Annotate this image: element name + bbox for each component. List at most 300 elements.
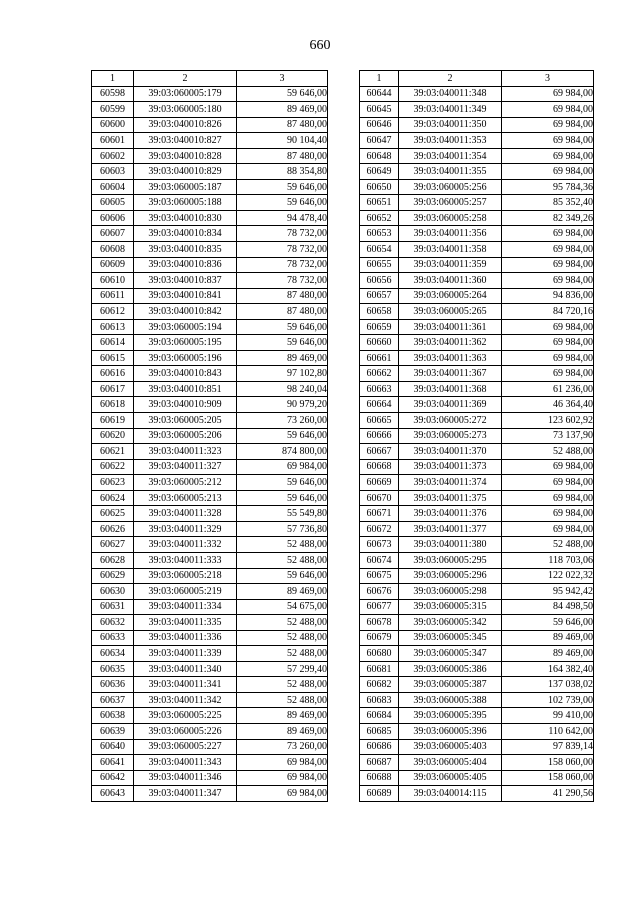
row-number-cell: 60651 [360, 195, 399, 211]
table-header-row [360, 71, 594, 87]
cadastral-number-cell: 39:03:060005:188 [134, 195, 237, 211]
table-row [360, 164, 594, 180]
row-number-cell: 60610 [92, 273, 134, 289]
table-row [92, 319, 328, 335]
page-number: 660 [309, 38, 331, 53]
value-cell: 59 646,00 [237, 568, 328, 584]
left-table [91, 70, 328, 802]
table-row [92, 646, 328, 662]
row-number-cell: 60608 [92, 242, 134, 258]
value-cell: 85 352,40 [502, 195, 594, 211]
cadastral-number-cell: 39:03:060005:273 [399, 428, 502, 444]
cadastral-number-cell: 39:03:040011:346 [134, 770, 237, 786]
row-number-cell: 60684 [360, 708, 399, 724]
row-number-cell: 60648 [360, 148, 399, 164]
value-cell: 89 469,00 [237, 584, 328, 600]
header-col-2: 2 [399, 71, 502, 87]
cadastral-number-cell: 39:03:040011:335 [134, 615, 237, 631]
row-number-cell: 60687 [360, 755, 399, 771]
table-row [92, 102, 328, 118]
table-row [360, 661, 594, 677]
row-number-cell: 60650 [360, 179, 399, 195]
row-number-cell: 60637 [92, 692, 134, 708]
row-number-cell: 60645 [360, 102, 399, 118]
table-row [360, 381, 594, 397]
row-number-cell: 60646 [360, 117, 399, 133]
table-row [92, 413, 328, 429]
row-number-cell: 60680 [360, 646, 399, 662]
cadastral-number-cell: 39:03:040011:342 [134, 692, 237, 708]
value-cell: 99 410,00 [502, 708, 594, 724]
cadastral-number-cell: 39:03:040011:327 [134, 459, 237, 475]
row-number-cell: 60667 [360, 444, 399, 460]
table-row [92, 133, 328, 149]
table-row [360, 413, 594, 429]
cadastral-number-cell: 39:03:060005:225 [134, 708, 237, 724]
value-cell: 69 984,00 [237, 770, 328, 786]
cadastral-number-cell: 39:03:040011:370 [399, 444, 502, 460]
row-number-cell: 60676 [360, 584, 399, 600]
cadastral-number-cell: 39:03:060005:295 [399, 552, 502, 568]
table-row [92, 661, 328, 677]
value-cell: 59 646,00 [237, 195, 328, 211]
row-number-cell: 60605 [92, 195, 134, 211]
table-row [92, 584, 328, 600]
cadastral-number-cell: 39:03:060005:212 [134, 475, 237, 491]
header-col-1: 1 [92, 71, 134, 87]
cadastral-number-cell: 39:03:060005:395 [399, 708, 502, 724]
row-number-cell: 60638 [92, 708, 134, 724]
value-cell: 59 646,00 [237, 319, 328, 335]
table-row [360, 537, 594, 553]
table-row [360, 521, 594, 537]
table-row [360, 584, 594, 600]
value-cell: 55 549,80 [237, 506, 328, 522]
cadastral-number-cell: 39:03:060005:386 [399, 661, 502, 677]
value-cell: 61 236,00 [502, 381, 594, 397]
value-cell: 52 488,00 [237, 692, 328, 708]
value-cell: 164 382,40 [502, 661, 594, 677]
row-number-cell: 60611 [92, 288, 134, 304]
value-cell: 69 984,00 [502, 164, 594, 180]
cadastral-number-cell: 39:03:040011:360 [399, 273, 502, 289]
cadastral-number-cell: 39:03:060005:257 [399, 195, 502, 211]
cadastral-number-cell: 39:03:060005:205 [134, 413, 237, 429]
cadastral-number-cell: 39:03:040010:842 [134, 304, 237, 320]
row-number-cell: 60628 [92, 552, 134, 568]
cadastral-number-cell: 39:03:060005:347 [399, 646, 502, 662]
row-number-cell: 60664 [360, 397, 399, 413]
table-row [92, 630, 328, 646]
row-number-cell: 60612 [92, 304, 134, 320]
row-number-cell: 60627 [92, 537, 134, 553]
value-cell: 59 646,00 [237, 475, 328, 491]
row-number-cell: 60606 [92, 210, 134, 226]
row-number-cell: 60686 [360, 739, 399, 755]
value-cell: 69 984,00 [502, 366, 594, 382]
value-cell: 69 984,00 [502, 459, 594, 475]
right-table [359, 70, 594, 802]
cadastral-number-cell: 39:03:040011:336 [134, 630, 237, 646]
table-row [92, 381, 328, 397]
cadastral-number-cell: 39:03:060005:404 [399, 755, 502, 771]
value-cell: 98 240,04 [237, 381, 328, 397]
header-col-3: 3 [502, 71, 594, 87]
value-cell: 87 480,00 [237, 117, 328, 133]
table-row [360, 366, 594, 382]
table-row [92, 708, 328, 724]
cadastral-number-cell: 39:03:060005:264 [399, 288, 502, 304]
cadastral-number-cell: 39:03:040010:829 [134, 164, 237, 180]
value-cell: 52 488,00 [237, 646, 328, 662]
cadastral-number-cell: 39:03:060005:265 [399, 304, 502, 320]
table-row [360, 786, 594, 802]
table-row [360, 490, 594, 506]
value-cell: 95 784,36 [502, 179, 594, 195]
cadastral-number-cell: 39:03:060005:206 [134, 428, 237, 444]
value-cell: 41 290,56 [502, 786, 594, 802]
row-number-cell: 60614 [92, 335, 134, 351]
table-body [92, 86, 328, 801]
cadastral-number-cell: 39:03:040010:843 [134, 366, 237, 382]
cadastral-number-cell: 39:03:040011:343 [134, 755, 237, 771]
row-number-cell: 60657 [360, 288, 399, 304]
value-cell: 82 349,26 [502, 210, 594, 226]
value-cell: 46 364,40 [502, 397, 594, 413]
cadastral-number-cell: 39:03:040011:334 [134, 599, 237, 615]
cadastral-number-cell: 39:03:060005:196 [134, 350, 237, 366]
value-cell: 94 836,00 [502, 288, 594, 304]
table-row [92, 350, 328, 366]
cadastral-number-cell: 39:03:040011:367 [399, 366, 502, 382]
value-cell: 90 979,20 [237, 397, 328, 413]
value-cell: 69 984,00 [502, 102, 594, 118]
row-number-cell: 60683 [360, 692, 399, 708]
row-number-cell: 60630 [92, 584, 134, 600]
value-cell: 89 469,00 [502, 630, 594, 646]
cadastral-number-cell: 39:03:040010:851 [134, 381, 237, 397]
value-cell: 118 703,06 [502, 552, 594, 568]
value-cell: 69 984,00 [502, 273, 594, 289]
table-row [92, 179, 328, 195]
cadastral-number-cell: 39:03:040010:835 [134, 242, 237, 258]
cadastral-number-cell: 39:03:040011:377 [399, 521, 502, 537]
cadastral-number-cell: 39:03:040014:115 [399, 786, 502, 802]
value-cell: 69 984,00 [502, 117, 594, 133]
value-cell: 52 488,00 [237, 630, 328, 646]
table-row [360, 444, 594, 460]
table-row [360, 257, 594, 273]
cadastral-number-cell: 39:03:040011:369 [399, 397, 502, 413]
value-cell: 52 488,00 [237, 615, 328, 631]
table-row [360, 179, 594, 195]
table-row [92, 444, 328, 460]
value-cell: 59 646,00 [237, 490, 328, 506]
cadastral-number-cell: 39:03:060005:315 [399, 599, 502, 615]
cadastral-number-cell: 39:03:040011:350 [399, 117, 502, 133]
row-number-cell: 60681 [360, 661, 399, 677]
table-row [360, 117, 594, 133]
row-number-cell: 60615 [92, 350, 134, 366]
cadastral-number-cell: 39:03:060005:179 [134, 86, 237, 102]
cadastral-number-cell: 39:03:040011:361 [399, 319, 502, 335]
row-number-cell: 60604 [92, 179, 134, 195]
row-number-cell: 60631 [92, 599, 134, 615]
cadastral-number-cell: 39:03:040010:841 [134, 288, 237, 304]
table-row [92, 739, 328, 755]
value-cell: 52 488,00 [502, 444, 594, 460]
table-row [92, 304, 328, 320]
cadastral-number-cell: 39:03:060005:387 [399, 677, 502, 693]
row-number-cell: 60603 [92, 164, 134, 180]
value-cell: 69 984,00 [502, 475, 594, 491]
value-cell: 89 469,00 [237, 708, 328, 724]
cadastral-number-cell: 39:03:040011:368 [399, 381, 502, 397]
value-cell: 87 480,00 [237, 304, 328, 320]
row-number-cell: 60635 [92, 661, 134, 677]
cadastral-number-cell: 39:03:060005:180 [134, 102, 237, 118]
value-cell: 110 642,00 [502, 723, 594, 739]
row-number-cell: 60642 [92, 770, 134, 786]
row-number-cell: 60666 [360, 428, 399, 444]
table-row [92, 164, 328, 180]
value-cell: 158 060,00 [502, 770, 594, 786]
row-number-cell: 60621 [92, 444, 134, 460]
cadastral-number-cell: 39:03:060005:187 [134, 179, 237, 195]
table-row [92, 148, 328, 164]
table-row [360, 397, 594, 413]
table-row [92, 568, 328, 584]
value-cell: 78 732,00 [237, 257, 328, 273]
table-row [360, 459, 594, 475]
table-row [360, 195, 594, 211]
cadastral-number-cell: 39:03:040010:834 [134, 226, 237, 242]
table-row [92, 786, 328, 802]
table-row [360, 475, 594, 491]
table-row [92, 677, 328, 693]
value-cell: 94 478,40 [237, 210, 328, 226]
table-row [92, 397, 328, 413]
row-number-cell: 60634 [92, 646, 134, 662]
value-cell: 69 984,00 [502, 257, 594, 273]
cadastral-number-cell: 39:03:060005:219 [134, 584, 237, 600]
value-cell: 874 800,00 [237, 444, 328, 460]
cadastral-number-cell: 39:03:040010:909 [134, 397, 237, 413]
cadastral-number-cell: 39:03:040011:358 [399, 242, 502, 258]
table-row [92, 506, 328, 522]
cadastral-number-cell: 39:03:040011:347 [134, 786, 237, 802]
row-number-cell: 60665 [360, 413, 399, 429]
row-number-cell: 60613 [92, 319, 134, 335]
cadastral-number-cell: 39:03:040011:340 [134, 661, 237, 677]
cadastral-number-cell: 39:03:040011:323 [134, 444, 237, 460]
row-number-cell: 60601 [92, 133, 134, 149]
table-row [360, 273, 594, 289]
table-row [360, 288, 594, 304]
row-number-cell: 60662 [360, 366, 399, 382]
table-row [92, 490, 328, 506]
cadastral-number-cell: 39:03:060005:258 [399, 210, 502, 226]
cadastral-number-cell: 39:03:040011:333 [134, 552, 237, 568]
value-cell: 123 602,92 [502, 413, 594, 429]
value-cell: 52 488,00 [237, 677, 328, 693]
cadastral-number-cell: 39:03:060005:194 [134, 319, 237, 335]
row-number-cell: 60658 [360, 304, 399, 320]
cadastral-number-cell: 39:03:060005:296 [399, 568, 502, 584]
row-number-cell: 60688 [360, 770, 399, 786]
row-number-cell: 60663 [360, 381, 399, 397]
cadastral-number-cell: 39:03:060005:298 [399, 584, 502, 600]
row-number-cell: 60639 [92, 723, 134, 739]
table-row [360, 86, 594, 102]
cadastral-number-cell: 39:03:060005:227 [134, 739, 237, 755]
table-body [360, 86, 594, 801]
value-cell: 69 984,00 [502, 86, 594, 102]
row-number-cell: 60625 [92, 506, 134, 522]
table-row [92, 770, 328, 786]
header-col-3: 3 [237, 71, 328, 87]
value-cell: 89 469,00 [237, 102, 328, 118]
value-cell: 89 469,00 [237, 723, 328, 739]
row-number-cell: 60623 [92, 475, 134, 491]
row-number-cell: 60607 [92, 226, 134, 242]
cadastral-number-cell: 39:03:040011:332 [134, 537, 237, 553]
table-row [92, 537, 328, 553]
cadastral-number-cell: 39:03:040011:349 [399, 102, 502, 118]
cadastral-number-cell: 39:03:060005:342 [399, 615, 502, 631]
table-row [92, 459, 328, 475]
cadastral-number-cell: 39:03:040010:827 [134, 133, 237, 149]
cadastral-number-cell: 39:03:040011:356 [399, 226, 502, 242]
cadastral-number-cell: 39:03:040011:329 [134, 521, 237, 537]
table-row [360, 428, 594, 444]
row-number-cell: 60609 [92, 257, 134, 273]
cadastral-number-cell: 39:03:040011:339 [134, 646, 237, 662]
value-cell: 52 488,00 [502, 537, 594, 553]
value-cell: 78 732,00 [237, 226, 328, 242]
table-row [92, 692, 328, 708]
value-cell: 59 646,00 [237, 86, 328, 102]
table-row [360, 692, 594, 708]
value-cell: 59 646,00 [237, 428, 328, 444]
value-cell: 59 646,00 [237, 335, 328, 351]
value-cell: 69 984,00 [502, 242, 594, 258]
value-cell: 78 732,00 [237, 242, 328, 258]
table-header-row [92, 71, 328, 87]
cadastral-number-cell: 39:03:040010:837 [134, 273, 237, 289]
row-number-cell: 60632 [92, 615, 134, 631]
table-row [92, 552, 328, 568]
row-number-cell: 60649 [360, 164, 399, 180]
value-cell: 158 060,00 [502, 755, 594, 771]
cadastral-number-cell: 39:03:040011:374 [399, 475, 502, 491]
cadastral-number-cell: 39:03:040011:375 [399, 490, 502, 506]
cadastral-number-cell: 39:03:040011:328 [134, 506, 237, 522]
row-number-cell: 60659 [360, 319, 399, 335]
table-row [92, 723, 328, 739]
row-number-cell: 60643 [92, 786, 134, 802]
value-cell: 69 984,00 [502, 506, 594, 522]
cadastral-number-cell: 39:03:040011:362 [399, 335, 502, 351]
cadastral-number-cell: 39:03:060005:195 [134, 335, 237, 351]
cadastral-number-cell: 39:03:060005:345 [399, 630, 502, 646]
value-cell: 54 675,00 [237, 599, 328, 615]
table-row [360, 506, 594, 522]
table-row [360, 102, 594, 118]
table-row [360, 615, 594, 631]
row-number-cell: 60641 [92, 755, 134, 771]
value-cell: 95 942,42 [502, 584, 594, 600]
row-number-cell: 60671 [360, 506, 399, 522]
table-row [360, 708, 594, 724]
value-cell: 69 984,00 [237, 755, 328, 771]
table-row [360, 304, 594, 320]
value-cell: 69 984,00 [502, 335, 594, 351]
value-cell: 73 137,90 [502, 428, 594, 444]
row-number-cell: 60616 [92, 366, 134, 382]
row-number-cell: 60629 [92, 568, 134, 584]
row-number-cell: 60647 [360, 133, 399, 149]
value-cell: 84 720,16 [502, 304, 594, 320]
row-number-cell: 60624 [92, 490, 134, 506]
cadastral-number-cell: 39:03:040011:380 [399, 537, 502, 553]
value-cell: 102 739,00 [502, 692, 594, 708]
cadastral-number-cell: 39:03:040010:836 [134, 257, 237, 273]
value-cell: 59 646,00 [502, 615, 594, 631]
row-number-cell: 60685 [360, 723, 399, 739]
table-row [360, 350, 594, 366]
row-number-cell: 60652 [360, 210, 399, 226]
value-cell: 90 104,40 [237, 133, 328, 149]
row-number-cell: 60598 [92, 86, 134, 102]
value-cell: 84 498,50 [502, 599, 594, 615]
row-number-cell: 60654 [360, 242, 399, 258]
cadastral-number-cell: 39:03:040011:348 [399, 86, 502, 102]
table-row [360, 210, 594, 226]
table-row [92, 242, 328, 258]
cadastral-number-cell: 39:03:040010:830 [134, 210, 237, 226]
row-number-cell: 60678 [360, 615, 399, 631]
value-cell: 87 480,00 [237, 288, 328, 304]
row-number-cell: 60600 [92, 117, 134, 133]
cadastral-number-cell: 39:03:040011:376 [399, 506, 502, 522]
cadastral-number-cell: 39:03:060005:226 [134, 723, 237, 739]
cadastral-number-cell: 39:03:040010:826 [134, 117, 237, 133]
row-number-cell: 60633 [92, 630, 134, 646]
row-number-cell: 60599 [92, 102, 134, 118]
row-number-cell: 60618 [92, 397, 134, 413]
table-row [92, 257, 328, 273]
value-cell: 73 260,00 [237, 739, 328, 755]
row-number-cell: 60668 [360, 459, 399, 475]
row-number-cell: 60674 [360, 552, 399, 568]
value-cell: 97 102,80 [237, 366, 328, 382]
row-number-cell: 60602 [92, 148, 134, 164]
row-number-cell: 60656 [360, 273, 399, 289]
value-cell: 89 469,00 [237, 350, 328, 366]
row-number-cell: 60677 [360, 599, 399, 615]
value-cell: 97 839,14 [502, 739, 594, 755]
value-cell: 52 488,00 [237, 552, 328, 568]
cadastral-number-cell: 39:03:040011:341 [134, 677, 237, 693]
value-cell: 59 646,00 [237, 179, 328, 195]
value-cell: 57 736,80 [237, 521, 328, 537]
value-cell: 73 260,00 [237, 413, 328, 429]
header-col-1: 1 [360, 71, 399, 87]
value-cell: 69 984,00 [237, 786, 328, 802]
table-row [360, 723, 594, 739]
table-row [92, 599, 328, 615]
